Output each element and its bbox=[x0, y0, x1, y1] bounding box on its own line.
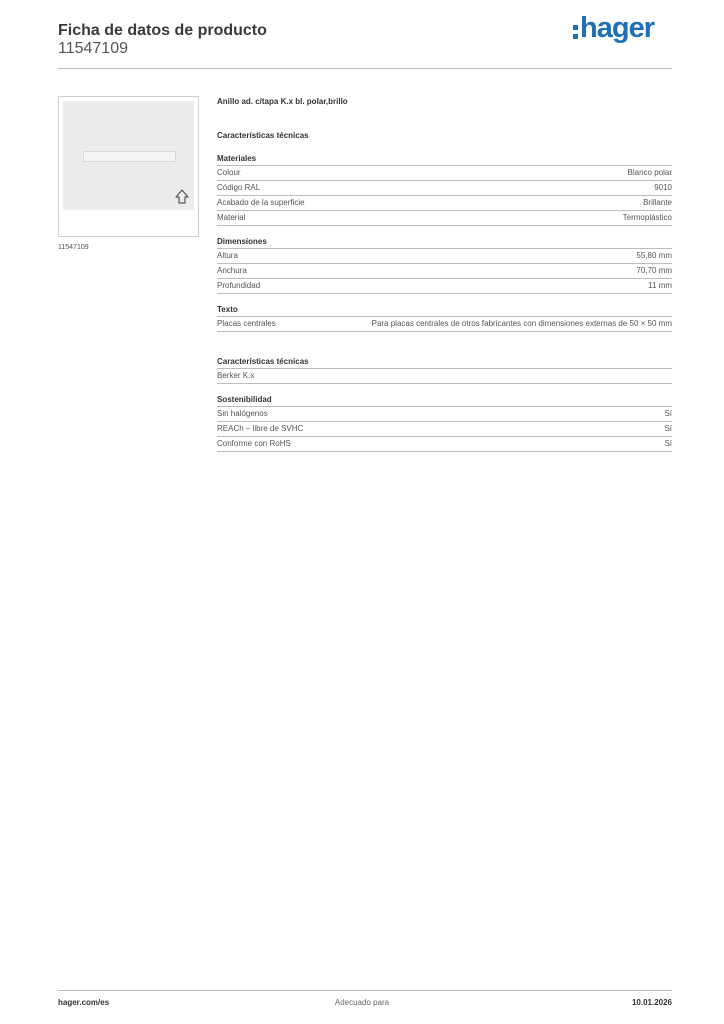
product-image-slot bbox=[83, 151, 176, 162]
spec-value: Termoplástico bbox=[622, 213, 672, 222]
spec-value: Sí bbox=[664, 409, 672, 418]
spec-value: 11 mm bbox=[648, 281, 672, 290]
spec-label: Anchura bbox=[217, 266, 247, 275]
spec-value: Brillante bbox=[643, 198, 672, 207]
section-title: Texto bbox=[217, 303, 672, 317]
logo-text: hager bbox=[580, 12, 654, 44]
spec-label: Profundidad bbox=[217, 281, 261, 290]
section-title: Dimensiones bbox=[217, 235, 672, 249]
spec-value: Sí bbox=[664, 424, 672, 433]
spec-label: REACh – libre de SVHC bbox=[217, 424, 304, 433]
spec-row bbox=[217, 279, 672, 294]
hager-logo bbox=[573, 14, 654, 43]
footer-date: 10.01.2026 bbox=[631, 998, 672, 1007]
spec-row bbox=[217, 407, 672, 422]
spec-row bbox=[217, 211, 672, 226]
product-name: Anillo ad. c/tapa K.x bl. polar,brillo bbox=[217, 97, 348, 106]
section-caracteristicas bbox=[217, 355, 672, 384]
spec-row bbox=[217, 317, 672, 332]
spec-value: Para placas centrales de otros fabricantes con dimensiones externas de 50 × 50 mm bbox=[371, 319, 672, 328]
section-title: Características técnicas bbox=[217, 355, 672, 369]
section-sostenibilidad bbox=[217, 393, 672, 452]
spec-content bbox=[217, 96, 672, 452]
page-title: Ficha de datos de producto bbox=[58, 22, 267, 39]
spec-value: Blanco polar bbox=[627, 168, 672, 177]
tech-heading: Características técnicas bbox=[217, 131, 309, 140]
spec-label: Sin halógenos bbox=[217, 409, 268, 418]
product-image-frame bbox=[63, 101, 194, 210]
section-materiales bbox=[217, 152, 672, 226]
product-number: 11547109 bbox=[58, 40, 128, 57]
spec-row bbox=[217, 196, 672, 211]
spec-label: Altura bbox=[217, 251, 238, 260]
footer-website-link[interactable]: hager.com/es bbox=[58, 998, 110, 1007]
logo-dots bbox=[573, 25, 578, 39]
section-dimensiones bbox=[217, 235, 672, 294]
spec-label: Conforme con RoHS bbox=[217, 439, 291, 448]
spec-label: Placas centrales bbox=[217, 319, 276, 328]
spec-label: Acabado de la superficie bbox=[217, 198, 305, 207]
spec-row bbox=[217, 264, 672, 279]
spec-value: Sí bbox=[664, 439, 672, 448]
spec-label: Código RAL bbox=[217, 183, 261, 192]
header-divider bbox=[58, 68, 672, 69]
product-image bbox=[58, 96, 199, 237]
section-texto bbox=[217, 303, 672, 332]
spec-value: 70,70 mm bbox=[636, 266, 672, 275]
spec-row bbox=[217, 166, 672, 181]
spec-label: Material bbox=[217, 213, 246, 222]
spec-row bbox=[217, 369, 672, 384]
section-title: Materiales bbox=[217, 152, 672, 166]
section-title: Sostenibilidad bbox=[217, 393, 672, 407]
footer-center-text: Adecuado para bbox=[334, 998, 390, 1007]
spec-label: Berker K.x bbox=[217, 371, 255, 380]
image-caption: 11547109 bbox=[58, 244, 89, 251]
spec-row bbox=[217, 422, 672, 437]
spec-row bbox=[217, 181, 672, 196]
arrow-up-outline-icon bbox=[175, 189, 189, 205]
footer-divider bbox=[58, 990, 672, 991]
spec-value: 55,80 mm bbox=[636, 251, 672, 260]
spec-row bbox=[217, 249, 672, 264]
spec-row bbox=[217, 437, 672, 452]
spec-value: 9010 bbox=[654, 183, 672, 192]
spec-label: Colour bbox=[217, 168, 241, 177]
